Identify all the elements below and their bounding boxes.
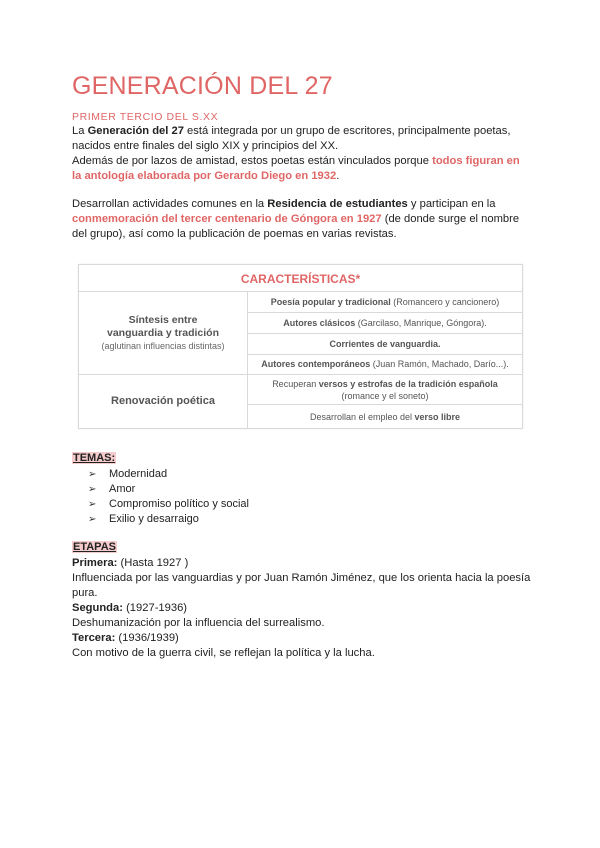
activities-paragraph: Desarrollan actividades comunes en la Residencia de estudiantes y participan en la conmemoración del tercer centenario de Góngora en 1927 (de donde surge el nombre del grupo), así como la publicación de poemas en varias revistas. <box>72 198 520 240</box>
table-row: Corrientes de vanguardia. <box>248 334 522 355</box>
arrow-bullet-icon: ➢ <box>88 499 97 510</box>
temas-heading: TEMAS: <box>73 452 116 464</box>
intro-paragraph: La Generación del 27 está integrada por un grupo de escritores, principalmente poetas, nacidos entre finales del siglo XIX y principios del XX. Además de por lazos de amistad, estos poetas están vinculados porque todos figuran en la antología elaborada por Gerardo Diego en 1932. <box>72 125 520 182</box>
page-subtitle: PRIMER TERCIO DEL S.XX <box>72 111 219 123</box>
etapas-content: Primera: (Hasta 1927 ) Influenciada por las vanguardias y por Juan Ramón Jiménez, que los orienta hacia la poesía pura. Segunda: (1927-1936) Deshumanización por la influencia del surrealismo. Tercera: (1936/1939) Con motivo de la guerra civil, se reflejan la política y la lucha. <box>72 557 531 659</box>
etapas-heading: ETAPAS <box>73 541 116 553</box>
temas-list <box>88 467 249 527</box>
table-row: Autores contemporáneos (Juan Ramón, Machado, Darío...). <box>261 359 509 369</box>
table-row: Autores clásicos (Garcilaso, Manrique, Góngora). <box>248 313 522 334</box>
page-title: GENERACIÓN DEL 27 <box>72 72 333 100</box>
list-item: ➢ Compromiso político y social <box>88 498 249 510</box>
arrow-bullet-icon: ➢ <box>88 484 97 495</box>
list-item: ➢ Amor <box>88 483 136 495</box>
arrow-bullet-icon: ➢ <box>88 469 97 480</box>
table-group-synthesis: Síntesis entre vanguardia y tradición (aglutinan influencias distintas) <box>79 292 248 374</box>
table-header: CARACTERÍSTICAS* <box>79 265 522 292</box>
list-item: ➢ Modernidad <box>88 468 168 480</box>
list-item: ➢ Exilio y desarraigo <box>88 513 199 525</box>
characteristics-table <box>78 264 523 429</box>
table-group-renovation: Renovación poética <box>79 375 248 428</box>
arrow-bullet-icon: ➢ <box>88 514 97 525</box>
table-row: Poesía popular y tradicional (Romancero y cancionero) <box>248 292 522 313</box>
table-row: Recuperan versos y estrofas de la tradición española (romance y el soneto) <box>248 375 522 405</box>
table-row: Desarrollan el empleo del verso libre <box>309 412 461 422</box>
